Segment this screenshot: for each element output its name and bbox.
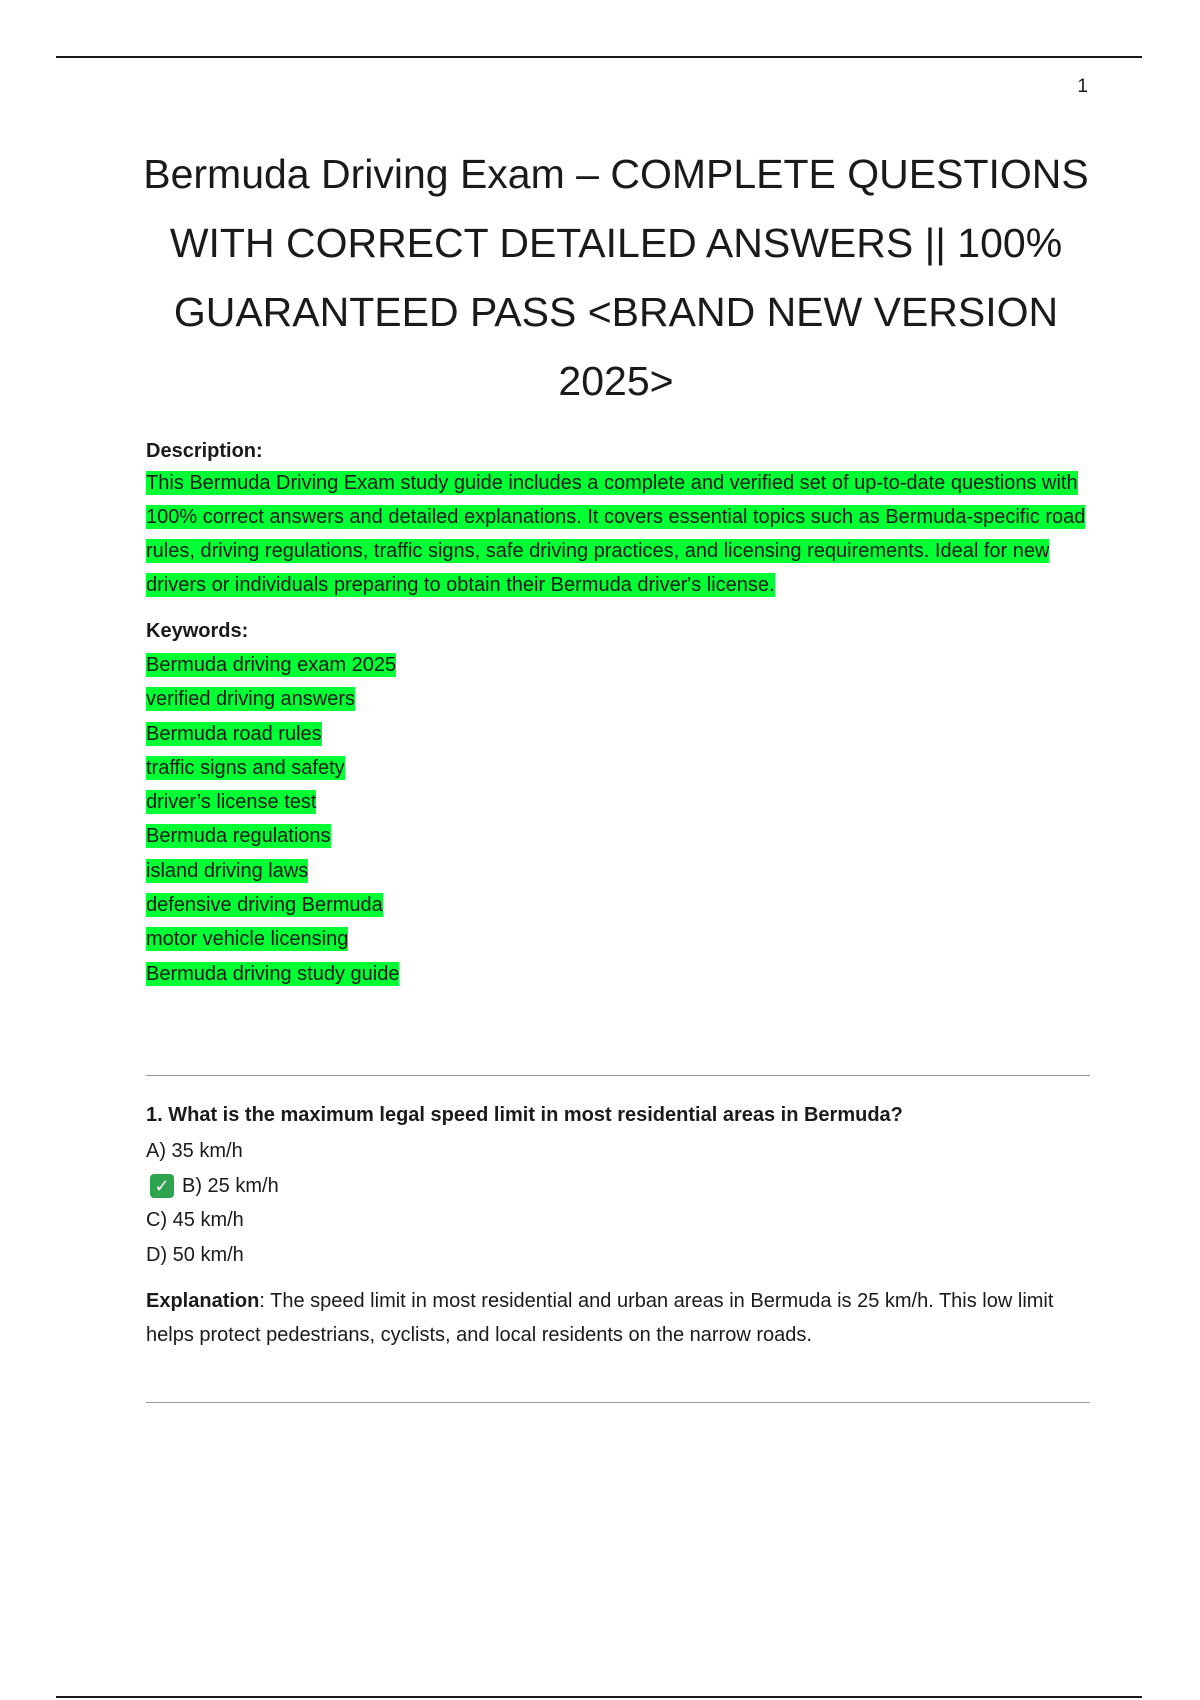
keyword-item: verified driving answers: [146, 688, 355, 711]
answer-options: [146, 1134, 1090, 1272]
top-rule: [56, 56, 1142, 58]
keyword-item: defensive driving Bermuda: [146, 894, 383, 917]
section-divider: [146, 1402, 1090, 1403]
intro-section: [146, 436, 1090, 991]
explanation: [146, 1284, 1090, 1352]
keyword-item: traffic signs and safety: [146, 756, 345, 779]
explanation-label: Explanation: [146, 1290, 260, 1312]
question-text: 1. What is the maximum legal speed limit in most residential areas in Bermuda?: [146, 1104, 903, 1126]
bottom-rule: [56, 1696, 1142, 1698]
page-number: 1: [1077, 76, 1088, 97]
keyword-item: Bermuda driving exam 2025: [146, 654, 397, 676]
description-label: Description:: [146, 440, 263, 462]
description-text: [146, 466, 1090, 602]
answer-option-c: C) 45 km/h: [146, 1209, 244, 1231]
explanation-text: : The speed limit in most residential and urban areas in Bermuda is 25 km/h. This low limit helps protect pedestrians, cyclists, and local residents on the narrow roads.: [146, 1290, 1054, 1346]
keyword-item: island driving laws: [146, 859, 309, 882]
answer-option-a: A) 35 km/h: [146, 1140, 243, 1162]
document-title: Bermuda Driving Exam – COMPLETE QUESTIONS WITH CORRECT DETAILED ANSWERS || 100% GUARANTEED PASS <BRAND NEW VERSION 2025>: [143, 151, 1089, 404]
keyword-item: driver’s license test: [146, 791, 317, 814]
answer-option-b: ✓ B) 25 km/h: [146, 1169, 1090, 1204]
keyword-item: motor vehicle licensing: [146, 928, 349, 951]
keywords-label: Keywords:: [146, 620, 249, 642]
keyword-item: Bermuda driving study guide: [146, 962, 400, 985]
keyword-item: Bermuda road rules: [146, 722, 322, 745]
question-1: [146, 1100, 1090, 1352]
keyword-list: [146, 648, 1090, 991]
check-mark-icon: ✓: [150, 1174, 174, 1198]
answer-option-d: D) 50 km/h: [146, 1243, 244, 1266]
description-highlight: This Bermuda Driving Exam study guide includes a complete and verified set of up-to-date questions with 100% correct answers and detailed explanations. It covers essential topics such as Bermuda-specific road rules, driving regulations, traffic signs, safe driving practices, and licensing requirements. Ideal for new drivers or individuals preparing to obtain their Bermuda driver's license.: [146, 472, 1086, 596]
keyword-item: Bermuda regulations: [146, 825, 331, 848]
section-divider: [146, 1075, 1090, 1076]
